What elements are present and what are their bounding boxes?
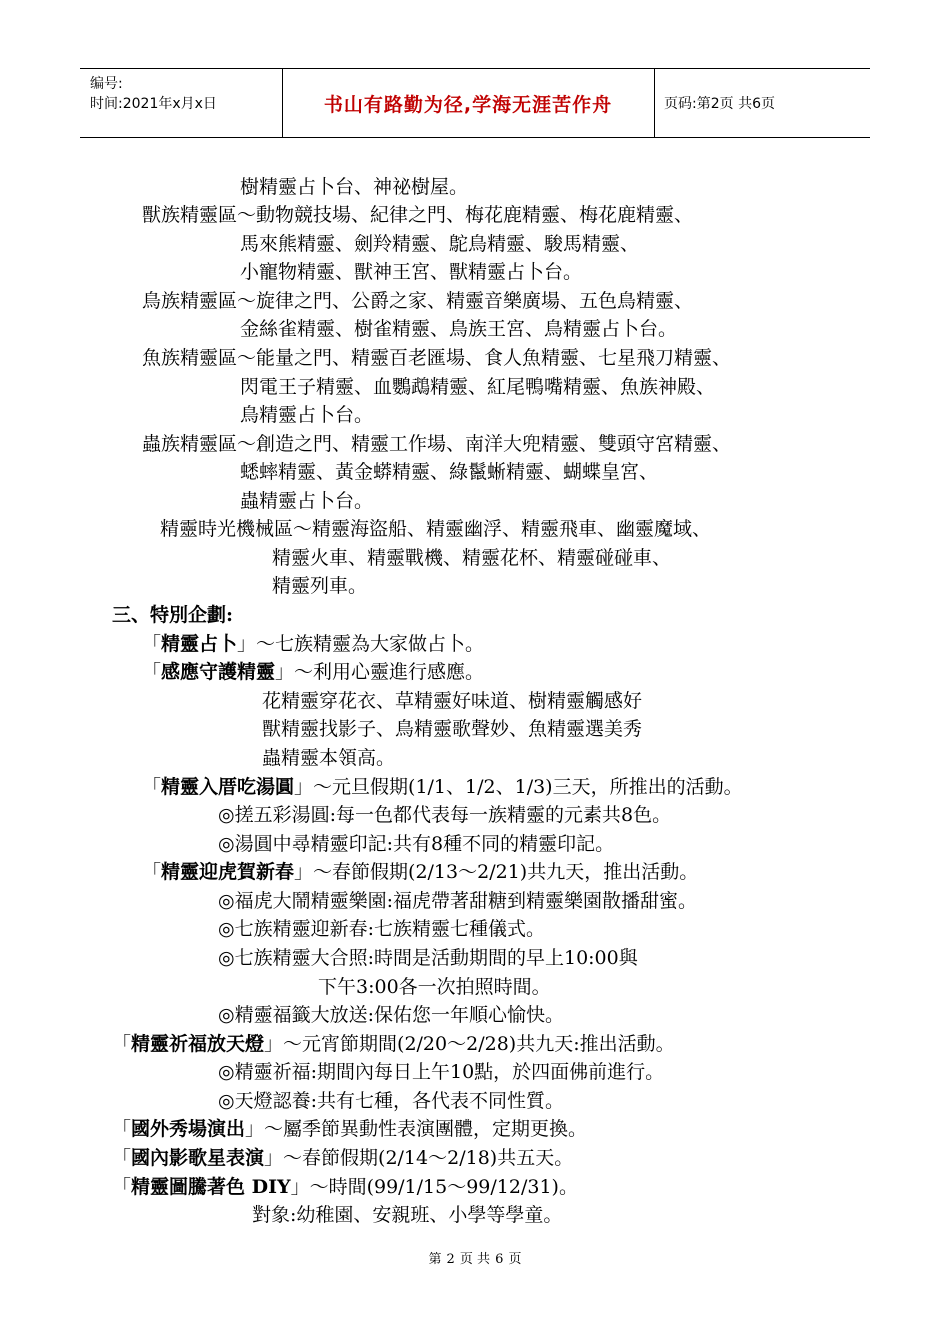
text-line: 馬來熊精靈、劍羚精靈、鴕鳥精靈、駿馬精靈、 [240,233,640,255]
text-line: 花精靈穿花衣、草精靈好味道、樹精靈觸感好 [262,690,643,712]
text-line: 蟲精靈占卜台。 [240,490,374,512]
number-label: 编号: [90,76,123,92]
text-line: ◎搓五彩湯圓:每一色都代表每一族精靈的元素共8色。 [218,804,672,826]
text-line: 樹精靈占卜台、神祕樹屋。 [240,176,469,198]
text-line: ◎天燈認養:共有七種，各代表不同性質。 [218,1090,564,1112]
header-page-info: 页码:第2页 共6页 [664,96,775,112]
page-footer [0,1248,950,1267]
text-line: 「精靈祈福放天燈」～元宵節期間(2/20～2/28)共九天:推出活動。 [112,1033,675,1055]
text-line: ◎湯圓中尋精靈印記:共有8種不同的精靈印記。 [218,833,615,855]
text-line: 「國外秀場演出」～屬季節異動性表演團體，定期更換。 [112,1118,588,1140]
text-line: 精靈火車、精靈戰機、精靈花杯、精靈碰碰車、 [272,547,672,569]
text-line: 蟲精靈本領高。 [262,747,396,769]
text-line: 鳥精靈占卜台。 [240,404,374,426]
text-line: 魚族精靈區～能量之門、精靈百老匯場、食人魚精靈、七星飛刀精靈、 [142,347,732,369]
text-line: ◎精靈福籤大放送:保佑您一年順心愉快。 [218,1004,564,1026]
footer-page-number: 2 [446,1252,455,1267]
header-motto: 书山有路勤为径,学海无涯苦作舟 [323,93,613,116]
text-line: 精靈列車。 [272,575,368,597]
text-line: ◎七族精靈迎新春:七族精靈七種儀式。 [218,918,545,940]
text-line: 鳥族精靈區～旋律之門、公爵之家、精靈音樂廣場、五色鳥精靈、 [142,290,694,312]
text-line: 精靈時光機械區～精靈海盜船、精靈幽浮、精靈飛車、幽靈魔域、 [160,518,712,540]
text-line: 獸族精靈區～動物競技場、紀律之門、梅花鹿精靈、梅花鹿精靈、 [142,204,694,226]
text-line: 下午3:00各一次拍照時間。 [318,976,551,998]
time-label: 时间:2021年x月x日 [90,96,217,112]
text-line: 「精靈圖騰著色 DIY」～時間(99/1/15～99/12/31)。 [112,1176,578,1198]
text-line: ◎精靈祈福:期間內每日上午10點，於四面佛前進行。 [218,1061,665,1083]
text-line: 「精靈占卜」～七族精靈為大家做占卜。 [142,633,485,655]
text-line: 「感應守護精靈」～利用心靈進行感應。 [142,661,485,683]
text-line: 「國內影歌星表演」～春節假期(2/14～2/18)共五天。 [112,1147,574,1169]
text-line: 小寵物精靈、獸神王宮、獸精靈占卜台。 [240,261,583,283]
header-divider [654,69,655,137]
footer-page-prefix: 第 [428,1252,442,1267]
footer-page-suffix: 页 [508,1252,522,1267]
text-line: 獸精靈找影子、鳥精靈歌聲妙、魚精靈選美秀 [262,718,643,740]
text-line: ◎七族精靈大合照:時間是活動期間的早上10:00與 [218,947,638,969]
text-line: 金絲雀精靈、樹雀精靈、鳥族王宮、鳥精靈占卜台。 [240,318,678,340]
text-line: ◎福虎大鬧精靈樂園:福虎帶著甜糖到精靈樂園散播甜蜜。 [218,890,697,912]
text-line: 對象:幼稚園、安親班、小學等學童。 [252,1204,563,1226]
footer-page-total: 6 [495,1252,504,1267]
text-line: 「精靈入厝吃湯圓」～元旦假期(1/1、1/2、1/3)三天，所推出的活動。 [142,776,743,798]
footer-page-mid: 页 共 [459,1252,491,1267]
page-header [80,68,870,138]
header-meta [90,74,217,114]
section-heading: 三、特別企劃: [112,604,234,626]
text-line: 蟋蟀精靈、黃金蟒精靈、綠鬣蜥精靈、蝴蝶皇宮、 [240,461,659,483]
text-line: 「精靈迎虎賀新春」～春節假期(2/13～2/21)共九天，推出活動。 [142,861,699,883]
text-line: 蟲族精靈區～創造之門、精靈工作場、南洋大兜精靈、雙頭守宮精靈、 [142,433,732,455]
text-line: 閃電王子精靈、血鸚鵡精靈、紅尾鴨嘴精靈、魚族神殿、 [240,376,716,398]
